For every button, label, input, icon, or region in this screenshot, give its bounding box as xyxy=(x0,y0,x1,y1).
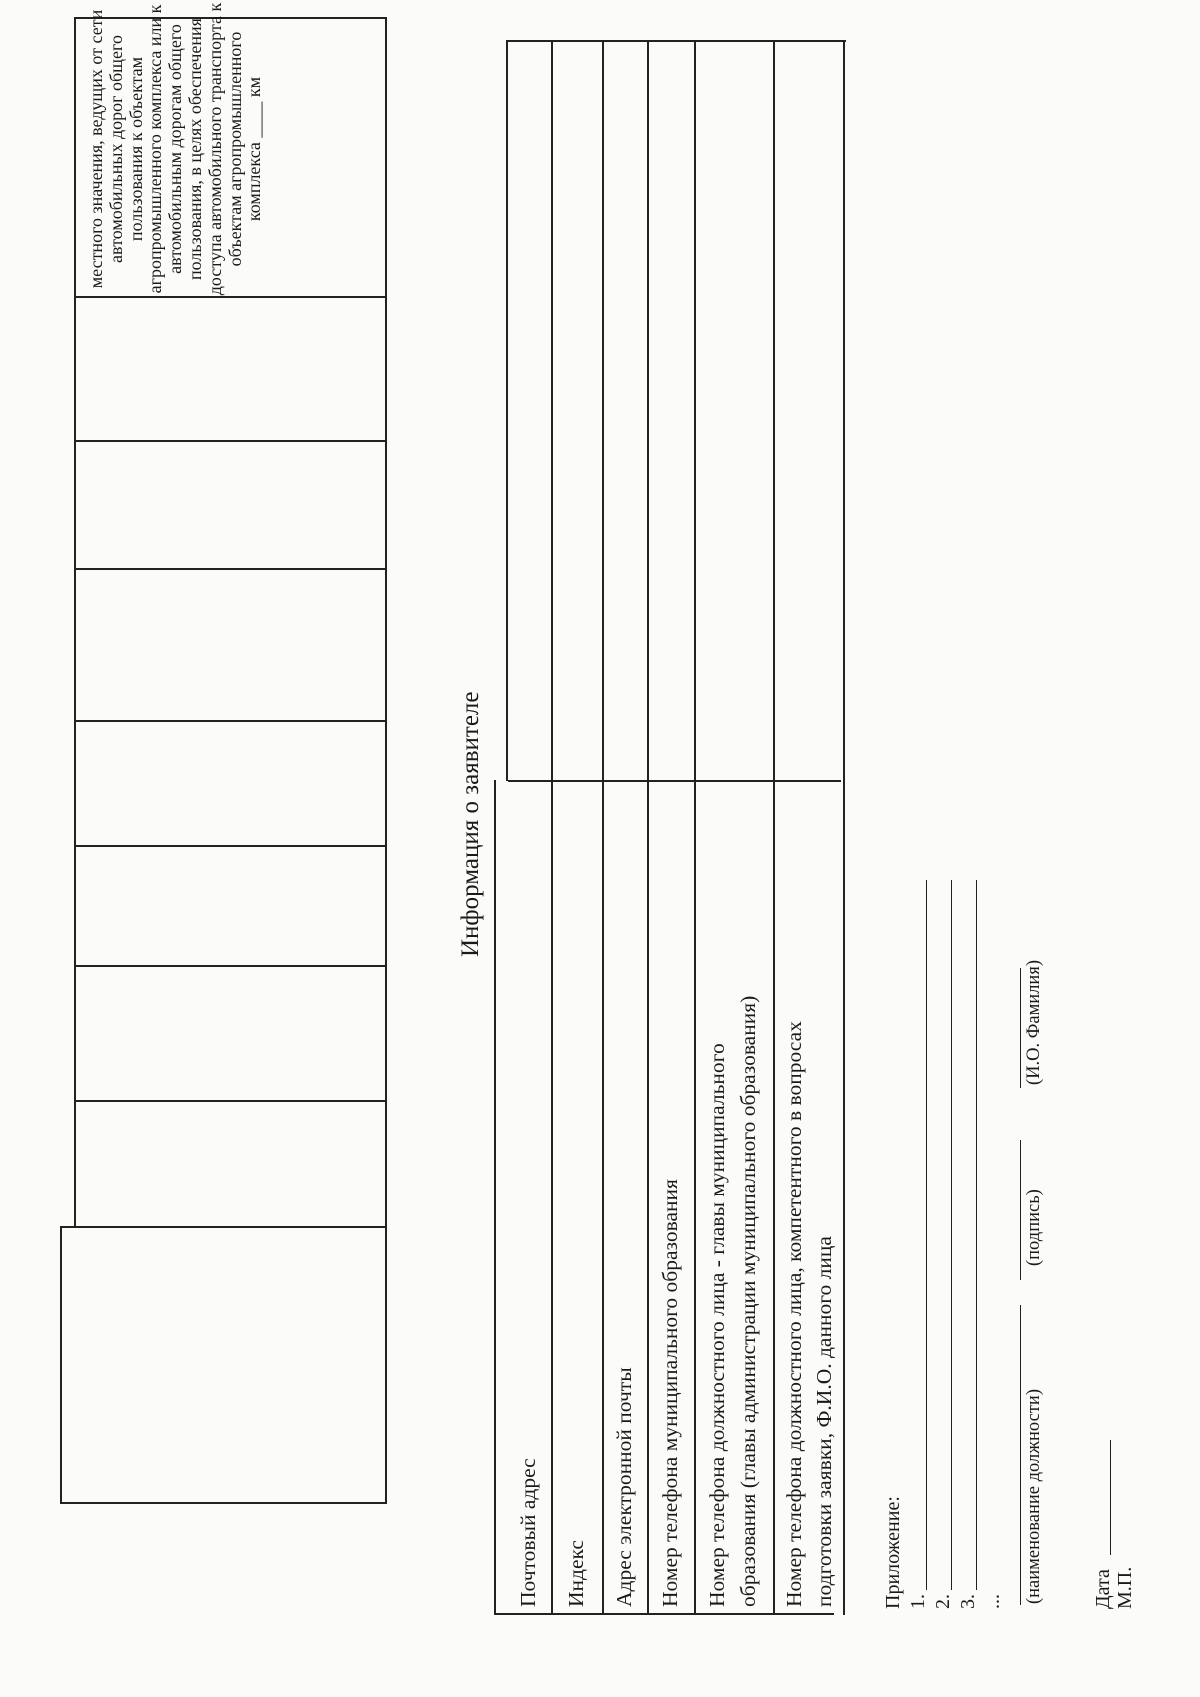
info-table-row-divider xyxy=(647,40,649,1615)
stamp-label: М.П. xyxy=(1114,1566,1136,1609)
info-table-border-bottom xyxy=(494,1613,834,1615)
top-table-border-left-lower xyxy=(60,1226,62,1503)
info-table-border-left xyxy=(506,40,508,781)
info-table-border-left-lower xyxy=(494,780,496,1615)
top-table-divider xyxy=(75,440,386,442)
date-label: Дата xyxy=(1092,1569,1114,1609)
info-table-border-top xyxy=(506,40,846,42)
attachment-item: 3. xyxy=(957,1594,979,1609)
date-line xyxy=(1110,1440,1111,1555)
info-table-column-divider xyxy=(508,780,841,782)
info-row-label: Номер телефона должностного лица - главы муниципального xyxy=(705,1043,729,1607)
top-table-divider xyxy=(75,568,386,570)
info-row-label: Номер телефона должностного лица, компетентного в вопросах xyxy=(782,1021,806,1607)
signature-line xyxy=(1020,1140,1021,1280)
attachment-line xyxy=(926,880,927,1590)
top-table-description: местного значения, ведущих от сети автомобильных дорог общего пользования к объектам агропромышленного комплекса или к автомобильным дорогам общего пользования, в целях обеспечения доступа автомобильного транспорта к объектам агропромышленного комплекса ____ км xyxy=(86,2,265,296)
top-table-divider xyxy=(75,720,386,722)
attachment-item: ... xyxy=(982,1594,1004,1609)
info-row-label: образования (главы администрации муниципального образования) xyxy=(736,995,760,1607)
info-row-label: Индекс xyxy=(564,1540,588,1607)
info-table-row-divider xyxy=(694,40,696,1615)
info-table-row-divider xyxy=(773,40,775,1615)
info-table-row-divider xyxy=(551,40,553,1615)
signature-label: (подпись) xyxy=(1024,1189,1044,1266)
top-table-border-left xyxy=(74,17,76,1227)
position-label: (наименование должности) xyxy=(1024,1389,1044,1604)
info-row-label: Номер телефона муниципального образования xyxy=(658,1179,682,1607)
name-line xyxy=(1020,968,1021,1088)
top-table-divider xyxy=(75,845,386,847)
attachment-item: 1. xyxy=(907,1594,929,1609)
position-line xyxy=(1020,1305,1021,1605)
top-table-border-right xyxy=(385,17,387,1504)
info-row-label: Почтовый адрес xyxy=(516,1458,540,1607)
info-row-label: подготовки заявки, Ф.И.О. данного лица xyxy=(812,1236,836,1607)
top-table-divider xyxy=(75,965,386,967)
attachment-line xyxy=(951,880,952,1590)
top-table-divider xyxy=(75,1100,386,1102)
attachment-line xyxy=(976,880,977,1590)
name-label: (И.О. Фамилия) xyxy=(1024,960,1044,1085)
info-table-border-right xyxy=(843,40,845,1615)
attachments-heading: Приложение: xyxy=(882,1496,904,1609)
info-table-row-divider xyxy=(602,40,604,1615)
attachment-item: 2. xyxy=(932,1594,954,1609)
info-row-label: Адрес электронной почты xyxy=(612,1367,636,1607)
top-table-border-bottom xyxy=(60,1502,386,1504)
top-table-divider xyxy=(61,1226,386,1228)
section-title: Информация о заявителе xyxy=(457,691,484,957)
